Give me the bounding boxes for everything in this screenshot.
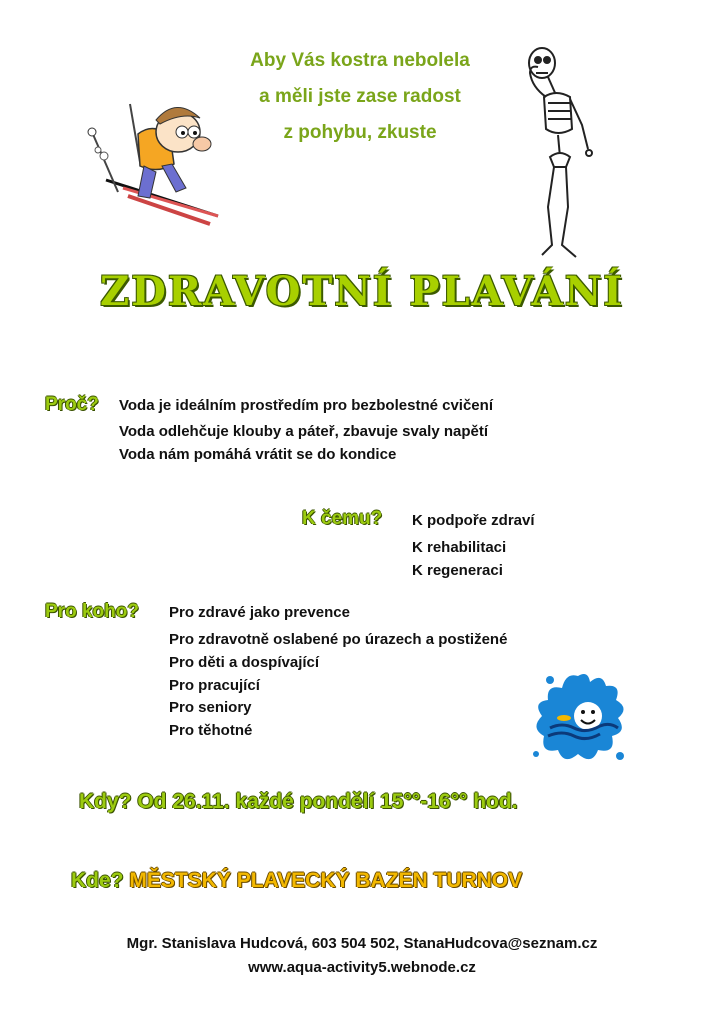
water-splash-smiley-icon bbox=[528, 666, 632, 770]
kcemu-line: K podpoře zdraví bbox=[412, 512, 535, 529]
kde-label: Kde? bbox=[71, 869, 124, 892]
footer-web[interactable]: www.aqua-activity5.webnode.cz bbox=[248, 959, 476, 976]
proc-line: Voda je ideálním prostředím pro bezbolestné cvičení bbox=[119, 397, 493, 414]
skeleton-icon bbox=[508, 45, 608, 270]
prokoho-line: Pro pracující bbox=[169, 677, 260, 694]
kcemu-line: K rehabilitaci bbox=[412, 539, 507, 556]
prokoho-line: Pro zdravotně oslabené po úrazech a postižené bbox=[169, 631, 508, 648]
kcemu-line: K regeneraci bbox=[412, 562, 503, 579]
prokoho-line: Pro seniory bbox=[169, 699, 252, 716]
prokoho-line: Pro děti a dospívající bbox=[169, 654, 320, 671]
prokoho-line: Pro zdravé jako prevence bbox=[169, 604, 350, 621]
page-title: ZDRAVOTNÍ PLAVÁNÍ bbox=[100, 268, 624, 315]
intro-line-3: z pohybu, zkuste bbox=[283, 122, 437, 143]
proc-line: Voda nám pomáhá vrátit se do kondice bbox=[119, 446, 397, 463]
intro-line-2: a měli jste zase radost bbox=[259, 86, 461, 107]
kde-value: MĚSTSKÝ PLAVECKÝ BAZÉN TURNOV bbox=[129, 869, 523, 892]
proc-line: Voda odlehčuje klouby a páteř, zbavuje svaly napětí bbox=[119, 423, 489, 440]
prokoho-line: Pro těhotné bbox=[169, 722, 253, 739]
footer-contact: Mgr. Stanislava Hudcová, 603 504 502, StanaHudcova@seznam.cz bbox=[126, 935, 598, 952]
prokoho-label: Pro koho? bbox=[45, 601, 139, 622]
kde-line bbox=[71, 869, 522, 893]
kdy-line: Kdy? Od 26.11. každé pondělí 15°°-16°° hod. bbox=[79, 790, 518, 813]
skier-cartoon-icon bbox=[78, 92, 228, 232]
kcemu-label: K čemu? bbox=[302, 508, 383, 529]
proc-label: Proč? bbox=[45, 394, 99, 415]
intro-line-1: Aby Vás kostra nebolela bbox=[250, 50, 470, 71]
